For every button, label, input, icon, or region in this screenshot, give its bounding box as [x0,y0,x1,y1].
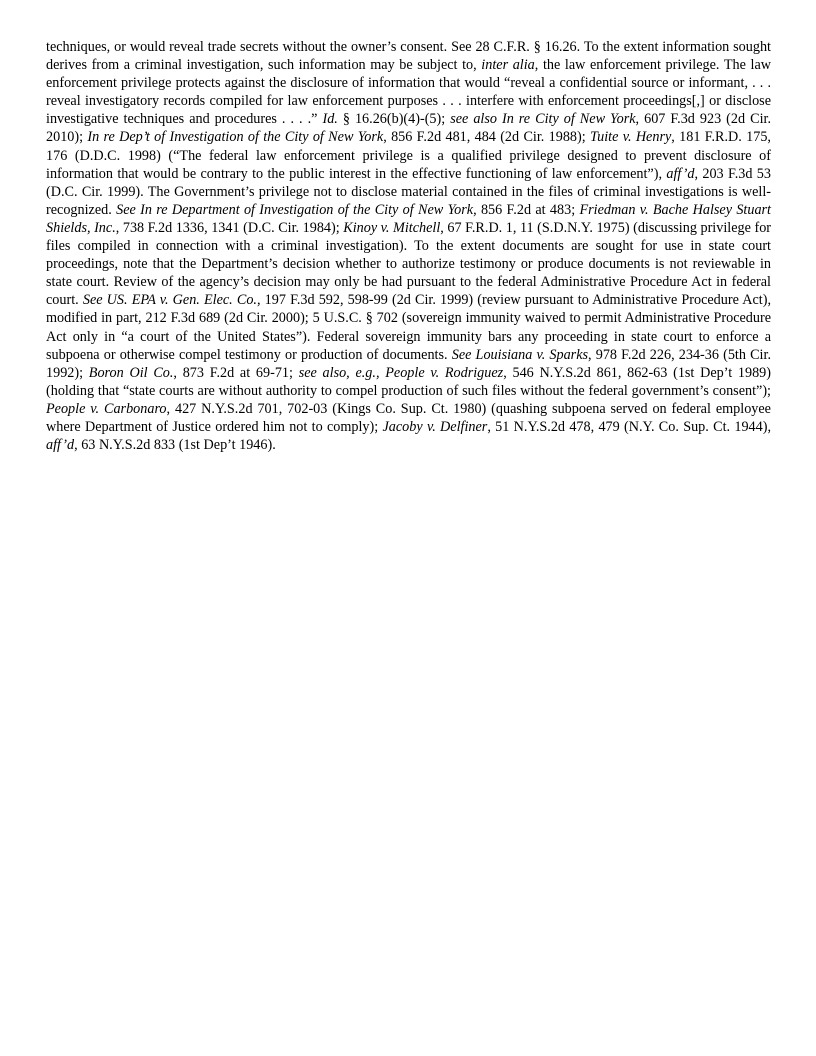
citation-italic-text: Tuite v. Henry [590,129,672,146]
body-text-run: , the law enforcement privilege. The law enforcement privilege protects against the disclosure of information that would “reveal a confidential source or informant, . . . reveal investigatory records compiled for law enforcement purposes . . . interfere with enforcement proceedings[,] or disclose investigative techniques and procedures . . . .” [46,57,771,128]
citation-italic-text: see also In re City of New York [450,111,636,128]
body-text-run: , 856 F.2d 481, 484 (2d Cir. 1988); [383,129,591,146]
body-text-run: , 856 F.2d at 483; [473,201,580,218]
citation-italic-text: Jacoby v. Delfiner [382,418,488,435]
citation-italic-text: In re Dep’t of Investigation of the City of New York [87,129,384,146]
citation-italic-text: inter alia [481,57,535,74]
citation-italic-text: See In re Department of Investigation of the City of New York [116,201,474,218]
citation-italic-text: aff’d [666,165,695,182]
citation-italic-text: aff’d [46,437,75,454]
citation-italic-text: see also, e.g., People v. Rodriguez [298,364,504,381]
body-text-run: , 607 F.3d 923 (2d Cir. 2010); [46,111,772,146]
citation-italic-text: See US. EPA v. Gen. Elec. Co. [82,292,257,309]
citation-italic-text: Friedman v. Bache Halsey Stuart Shields, Inc. [46,201,772,236]
body-text-run: § 16.26(b)(4)-(5); [337,111,451,128]
citation-italic-text: See Louisiana v. Sparks [451,346,589,363]
body-text-run: , 51 N.Y.S.2d 478, 479 (N.Y. Co. Sup. Ct. 1944), [487,418,772,435]
body-text-run: , 181 F.R.D. 175, 176 (D.D.C. 1998) (“The federal law enforcement privilege is a qualified privilege designed to prevent disclosure of information that would be contrary to the public interest in the effective functioning of law enforcement”), [46,129,771,182]
body-text-run: , 197 F.3d 592, 598-99 (2d Cir. 1999) (review pursuant to Administrative Procedure Act), modified in part, 212 F.3d 689 (2d Cir. 2000); 5 U.S.C. § 702 (sovereign immunity waived to permit Administrative Procedure Act only in “a court of the United States”). Federal sovereign immunity bars any proceeding in state court to enforce a subpoena or otherwise compel testimony or production of documents. [46,292,771,363]
citation-italic-text: Id. [322,111,338,128]
citation-italic-text: People v. Carbonaro [46,400,167,417]
body-text-run: , 427 N.Y.S.2d 701, 702-03 (Kings Co. Sup. Ct. 1980) (quashing subpoena served on federal employee where Department of Justice ordered him not to comply); [46,400,771,435]
body-text-run: , 63 N.Y.S.2d 833 (1st Dep’t 1946). [74,437,276,454]
body-text-run: , 738 F.2d 1336, 1341 (D.C. Cir. 1984); [115,219,344,236]
body-paragraph [46,38,771,454]
body-text-run: techniques, or would reveal trade secrets without the owner’s consent. See 28 C.F.R. § 16.26. To the extent information sought derives from a criminal investigation, such information may be subject to, [46,39,771,74]
body-text-run: , 67 F.R.D. 1, 11 (S.D.N.Y. 1975) (discussing privilege for files compiled in connection with a criminal investigation). To the extent documents are sought for use in state court proceedings, note that the Department’s decision whether to authorize testimony or produce documents is not reviewable in state court. Review of the agency’s decision may only be had pursuant to the federal Administrative Procedure Act in federal court. [46,219,772,309]
citation-italic-text: Kinoy v. Mitchell [343,219,441,236]
document-page [46,38,771,454]
body-text-run: , 978 F.2d 226, 234-36 (5th Cir. 1992); [46,346,771,381]
body-text-run: , 546 N.Y.S.2d 861, 862-63 (1st Dep’t 1989) (holding that “state courts are without authority to compel production of such files without the federal government’s consent”); [46,364,771,399]
body-text-run: , 873 F.2d at 69-71; [173,364,299,381]
citation-italic-text: Boron Oil Co. [88,364,174,381]
body-text-run: , 203 F.3d 53 (D.C. Cir. 1999). The Government’s privilege not to disclose material contained in the files of criminal investigations is well-recognized. [46,165,771,218]
